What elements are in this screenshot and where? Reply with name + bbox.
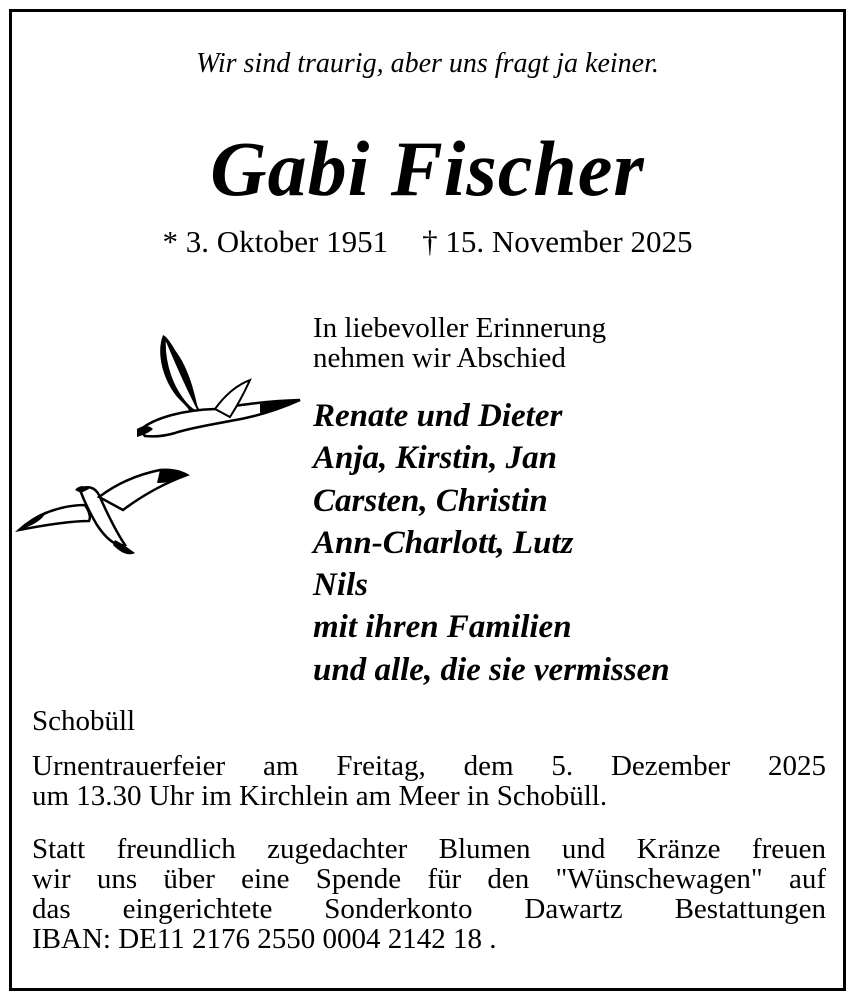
mourner-line: mit ihren Familien: [313, 609, 572, 646]
intro-line-2: nehmen wir Abschied: [313, 342, 566, 374]
deceased-name: Gabi Fischer: [210, 125, 645, 212]
seagull-upper-icon: [137, 335, 300, 437]
birth-date: * 3. Oktober 1951: [162, 224, 389, 259]
death-date: † 15. November 2025: [422, 224, 693, 259]
donation-iban: IBAN: DE11 2176 2550 0004 2142 18 .: [32, 923, 497, 955]
motto: Wir sind traurig, aber uns fragt ja keiner.: [196, 48, 659, 79]
donation-line-1: Statt freundlich zugedachter Blumen und Kränze freuen: [32, 833, 826, 865]
mourner-line: Carsten, Christin: [313, 482, 548, 519]
donation-line-2: wir uns über eine Spende für den "Wünschewagen" auf: [32, 863, 826, 895]
seagull-lower-icon: [19, 470, 187, 555]
life-dates: [0, 224, 855, 260]
mourner-line: Ann-Charlott, Lutz: [313, 524, 574, 561]
mourners-list: [313, 395, 670, 691]
mourner-line: Renate und Dieter: [313, 398, 563, 434]
intro-line-1: In liebevoller Erinnerung: [313, 312, 607, 344]
intro-text: [313, 313, 606, 373]
mourner-line: Nils: [313, 567, 369, 604]
donation-text: [32, 834, 826, 954]
mourner-line: Anja, Kirstin, Jan: [313, 440, 557, 477]
ceremony-text: [32, 751, 826, 811]
seagulls-icon: [15, 325, 315, 565]
mourner-line: und alle, die sie vermissen: [313, 651, 670, 688]
donation-line-3: das eingerichtete Sonderkonto Dawartz Bestattungen: [32, 893, 826, 925]
ceremony-line-2: um 13.30 Uhr im Kirchlein am Meer in Schobüll.: [32, 780, 608, 812]
ceremony-line-1: Urnentrauerfeier am Freitag, dem 5. Dezember 2025: [32, 750, 826, 782]
place: Schobüll: [32, 705, 136, 737]
